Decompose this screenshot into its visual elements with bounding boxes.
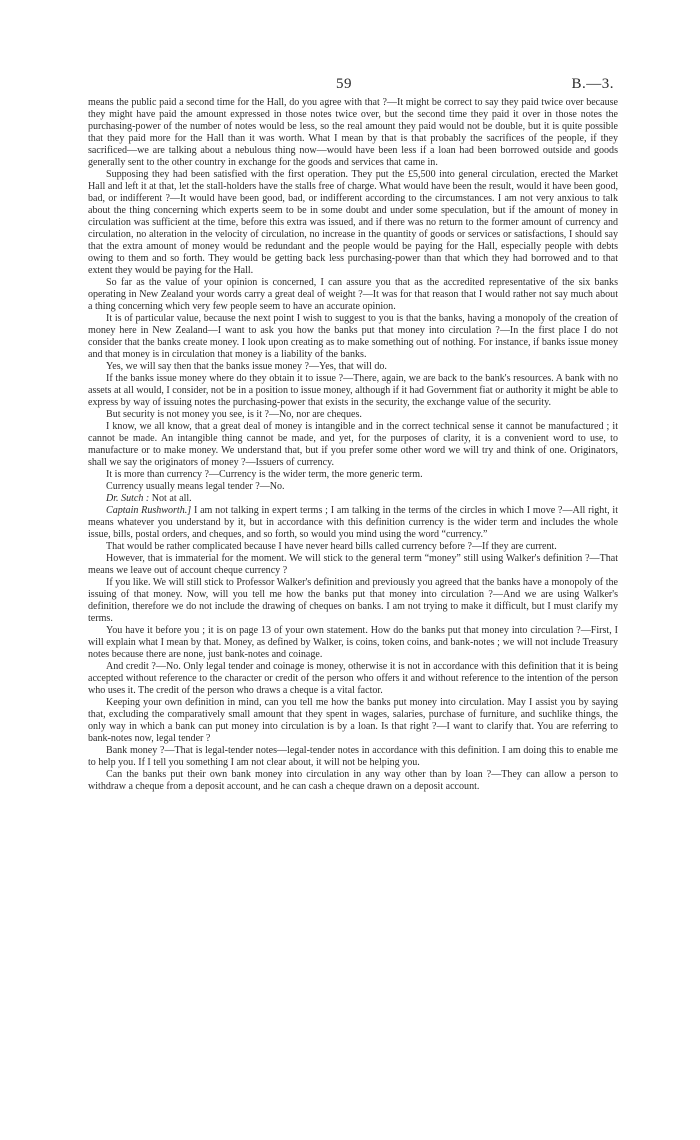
speaker-label: Captain Rushworth.]	[106, 505, 192, 516]
page-number: 59	[336, 76, 352, 92]
paragraph	[88, 481, 618, 493]
paragraph-text: But security is not money you see, is it ?—No, nor are cheques.	[106, 409, 362, 420]
paragraph	[88, 505, 618, 541]
paragraph-text: Bank money ?—That is legal-tender notes—legal-tender notes in accordance with this definition. I am doing this to enable me to help you. If I tell you something I am not clear about, it will not be helping you.	[88, 745, 618, 768]
paragraph-text: It is more than currency ?—Currency is the wider term, the more generic term.	[106, 469, 423, 480]
paragraph-text: Yes, we will say then that the banks issue money ?—Yes, that will do.	[106, 361, 387, 372]
document-reference: B.—3.	[571, 76, 614, 92]
paragraph	[88, 769, 618, 793]
paragraph	[88, 97, 618, 169]
speaker-label: Dr. Sutch :	[106, 493, 150, 504]
paragraph	[88, 553, 618, 577]
paragraph-text: So far as the value of your opinion is concerned, I can assure you that as the accredited representative of the six banks operating in New Zealand your words carry a great deal of weight ?—It was for that reason that I would rather not say much about a thing concerning which very few people seem to have an accurate opinion.	[88, 277, 618, 312]
paragraph-text: You have it before you ; it is on page 13 of your own statement. How do the banks put that money into circulation ?—First, I will explain what I mean by that. Money, as defined by Walker, is coins, token coins, and bank-notes ; we will not include Treasury notes because there are none, just bank-notes and coinage.	[88, 625, 618, 660]
paragraph	[88, 361, 618, 373]
paragraph	[88, 313, 618, 361]
paragraph-text: Currency usually means legal tender ?—No.	[106, 481, 285, 492]
paragraph-text: If the banks issue money where do they obtain it to issue ?—There, again, we are back to the bank's resources. A bank with no assets at all would, I consider, not be in a position to issue money, although if it had Government fiat or authority it might be able to express by way of issuing notes the purchasing-power that exists in the security, the exchange value of the security.	[88, 373, 618, 408]
paragraph	[88, 493, 618, 505]
paragraph	[88, 421, 618, 469]
paragraph	[88, 169, 618, 277]
paragraph-text: Keeping your own definition in mind, can you tell me how the banks put money into circulation. May I assist you by saying that, excluding the comparatively small amount that they spent in wages, salaries, purchase of furniture, and suchlike things, the only way in which a bank can put money into circulation is by a loan. Is that right ?—I want to clarify that. You are referring to bank-notes now, legal tender ?	[88, 697, 618, 744]
paragraph-text: However, that is immaterial for the moment. We will stick to the general term “money” still using Walker's definition ?—That means we leave out of account cheque currency ?	[88, 553, 618, 576]
paragraph-text: It is of particular value, because the next point I wish to suggest to you is that the banks, having a monopoly of the creation of money here in New Zealand—I want to ask you how the banks put that money into circulation ?—In the first place I do not consider that the banks create money. I look upon creating as to make something out of nothing. For instance, if banks issue money and that money is in circulation that money is a liability of the banks.	[88, 313, 618, 360]
paragraph	[88, 661, 618, 697]
paragraph	[88, 373, 618, 409]
paragraph	[88, 409, 618, 421]
paragraph-text: means the public paid a second time for the Hall, do you agree with that ?—It might be correct to say they paid twice over because they might have paid the amount expressed in those notes twice over, but the second time they paid it over in those notes the purchasing-power of the number of notes would be less, so the real amount they paid would not be double, but it is quite possible that they paid more for the Hall than it was worth. What I mean by that is that probably the sacrifices of the people, if they sacrificed—we are talking about a nebulous thing now—would have been less if a loan had been borrowed outside and goods generally sent to the other country in exchange for the goods and services that came in.	[88, 97, 618, 168]
paragraph-text: That would be rather complicated because I have never heard bills called currency before ?—If they are current.	[106, 541, 557, 552]
paragraph-text: Supposing they had been satisfied with the first operation. They put the £5,500 into general circulation, erected the Market Hall and left it at that, let the stall-holders have the stalls free of charge. What would have been the result, would it have been good, bad, or indifferent ?—It would have been good, bad, or indifferent according to the circumstances. I am not very anxious to talk about the thing concerning which experts seem to be in some doubt and under some speculation, but if the amount of money in circulation was sufficient at the time, before this extra was issued, and if there was no return to the former amount of currency and circulation, no alteration in the velocity of circulation, no increase in the quantity of goods or services or satisfactions, I should say that the extra amount of money would be redundant and the people would be paying for the Hall, especially people with debts owing to them and so forth. They would be getting back less purchasing-power than that which they had borrowed and to that extent they would be paying for the Hall.	[88, 169, 618, 276]
paragraph	[88, 625, 618, 661]
paragraph-text: Not at all.	[149, 493, 192, 504]
paragraph-text: If you like. We will still stick to Professor Walker's definition and previously you agreed that the banks have a monopoly of the issuing of that money. Now, will you tell me how the banks put that money into circulation ?—And we are using Walker's definition, therefore we do not include the drawing of cheques on banks. I am not trying to make it difficult, but I must clarify my terms.	[88, 577, 618, 624]
paragraph-text: Can the banks put their own bank money into circulation in any way other than by loan ?—They can allow a person to withdraw a cheque from a deposit account, and he can cash a cheque drawn on a deposit account.	[88, 769, 618, 792]
paragraph	[88, 577, 618, 625]
paragraph	[88, 541, 618, 553]
paragraph	[88, 277, 618, 313]
paragraph	[88, 469, 618, 481]
paragraph	[88, 745, 618, 769]
document-body	[88, 97, 618, 793]
paragraph	[88, 697, 618, 745]
paragraph-text: I know, we all know, that a great deal of money is intangible and in the correct technical sense it cannot be manufactured ; it cannot be made. An intangible thing cannot be made, and yet, for the purposes of clarity, it is a convenient word to use, to manufacture or to make money. We understand that, but if you prefer some other word we will try and think of one. Originators, shall we say the originators of money ?—Issuers of currency.	[88, 421, 618, 468]
paragraph-text: And credit ?—No. Only legal tender and coinage is money, otherwise it is not in accordance with this definition that it is being accepted without reference to the character or credit of the person who offers it and without reference to the intention of the person who uses it. The credit of the person who draws a cheque is a vital factor.	[88, 661, 618, 696]
paragraph-text: I am not talking in expert terms ; I am talking in the terms of the circles in which I move ?—All right, it means whatever you understand by it, but in accordance with this definition currency is the wider term and includes the whole issue, bills, postal orders, and cheques, and so forth, so would you mind using the word “currency.”	[88, 505, 618, 540]
